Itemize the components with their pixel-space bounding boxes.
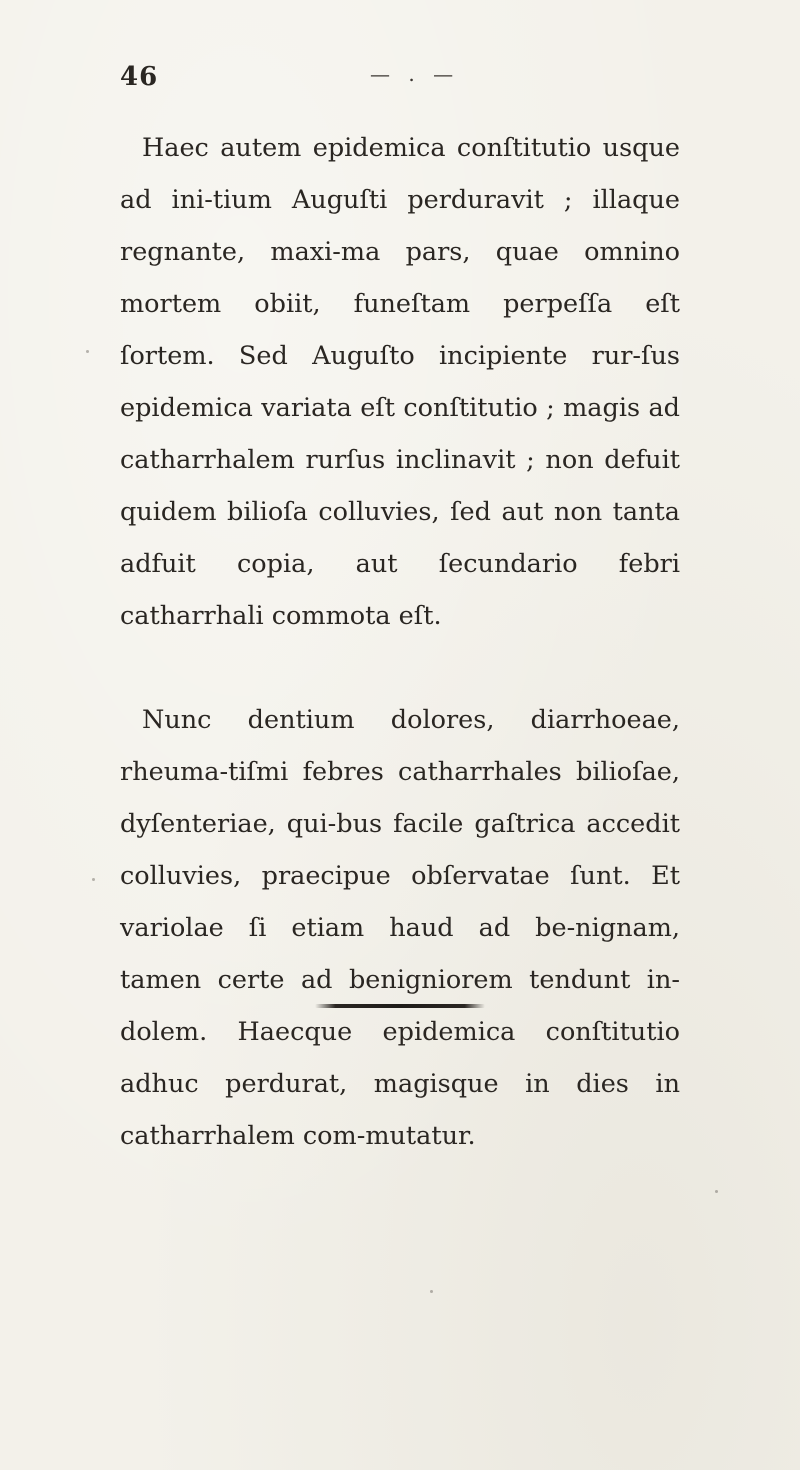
end-rule	[315, 1004, 485, 1008]
paper-speck	[86, 350, 89, 353]
running-head: — . —	[370, 62, 460, 86]
paper-speck	[430, 1290, 433, 1293]
paper-speck	[715, 1190, 718, 1193]
paragraph-1: Haec autem epidemica conſtitutio usque ad ini-tium Auguſti perduravit ; illaque regnante, maxi-ma pars, quae omnino mortem obiit, funeſtam perpeſſa eſt ſortem. Sed Auguſto incipiente rur-ſus epidemica variata eſt conſtitutio ; magis ad catharrhalem rurſus inclinavit ; non defuit quidem bilioſa colluvies, ſed aut non tanta adfuit copia, aut ſecundario febri catharrhali commota eſt.	[120, 133, 680, 631]
page-number: 46	[120, 62, 159, 92]
paper-speck	[92, 878, 95, 881]
page-header	[120, 62, 680, 112]
paragraph-2: Nunc dentium dolores, diarrhoeae, rheuma-tiſmi febres catharrhales bilioſae, dyſenteriae, qui-bus facile gaſtrica accedit colluvies, praecipue obſervatae ſunt. Et variolae ſi etiam haud ad be-nignam, tamen certe ad benigniorem tendunt in-dolem. Haecque epidemica conſtitutio adhuc perdurat, magisque in dies in catharrhalem com-mutatur.	[120, 705, 680, 1151]
